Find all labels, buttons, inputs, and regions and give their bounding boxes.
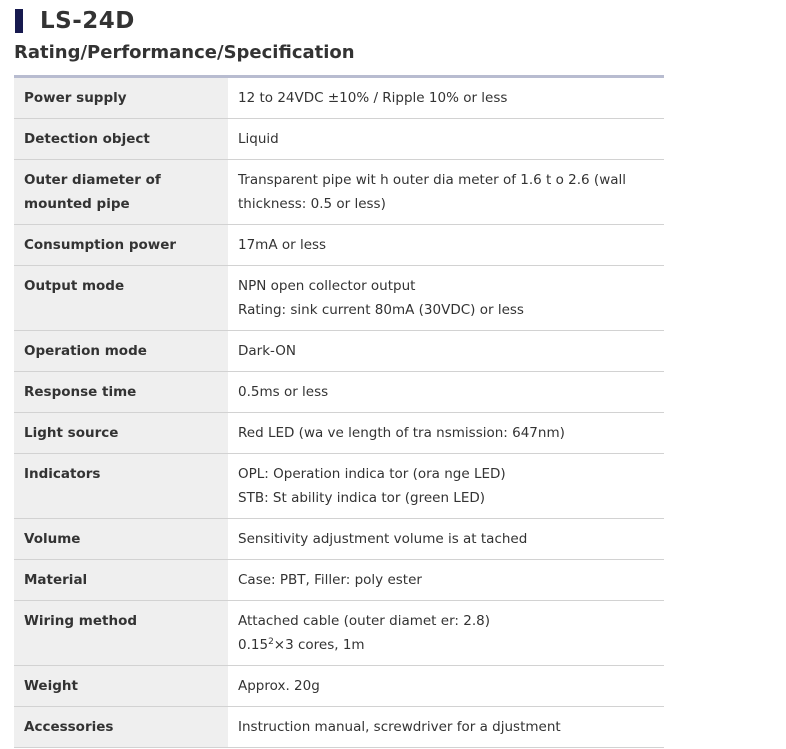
- row-label: Weight: [14, 666, 228, 707]
- section-heading: Rating/Performance/Specification: [14, 42, 355, 63]
- table-row: [14, 707, 664, 748]
- row-value-line: STB: St ability indica tor (green LED): [238, 490, 486, 506]
- row-value-line: 12 to 24VDC ±10% / Ripple 10% or less: [238, 90, 508, 106]
- page-title: LS-24D: [40, 8, 135, 34]
- cable-cores-value: ×3 cores, 1m: [273, 637, 365, 653]
- row-value-line: Transparent pipe wit h outer dia meter of 1.6 t o 2.6 (wall thickness: 0.5 or less): [238, 172, 627, 212]
- row-label: Consumption power: [14, 225, 228, 266]
- cable-size-value: 0.15: [238, 637, 269, 653]
- table-row: [14, 331, 664, 372]
- table-row: [14, 601, 664, 666]
- table-row: [14, 560, 664, 601]
- row-value-line: 17mA or less: [238, 237, 327, 253]
- row-value-line: Attached cable (outer diamet er: 2.8): [238, 613, 490, 629]
- row-value: [228, 666, 664, 707]
- table-row: [14, 266, 664, 331]
- cable-size-exponent: 2: [268, 637, 274, 647]
- row-label: Material: [14, 560, 228, 601]
- row-value-line: Approx. 20g: [238, 678, 320, 694]
- title-accent-bar: [15, 9, 23, 33]
- row-label: Output mode: [14, 266, 228, 331]
- row-label: Response time: [14, 372, 228, 413]
- row-value-line: Dark-ON: [238, 343, 297, 359]
- row-value: [228, 707, 664, 748]
- table-row: [14, 454, 664, 519]
- row-label: Wiring method: [14, 601, 228, 666]
- row-value: [228, 413, 664, 454]
- table-row: [14, 119, 664, 160]
- row-value: [228, 519, 664, 560]
- table-row: [14, 666, 664, 707]
- row-value-line: Instruction manual, screwdriver for a djustment: [238, 719, 561, 735]
- row-value: [228, 225, 664, 266]
- row-label: Light source: [14, 413, 228, 454]
- row-label: Outer diameter of mounted pipe: [14, 160, 228, 225]
- row-value: [228, 77, 664, 119]
- row-value: [228, 454, 664, 519]
- table-row: [14, 77, 664, 119]
- row-value-line: Rating: sink current 80mA (30VDC) or less: [238, 302, 524, 318]
- row-value-line: [238, 633, 654, 657]
- row-value-line: Case: PBT, Filler: poly ester: [238, 572, 422, 588]
- table-row: [14, 372, 664, 413]
- row-value-line: NPN open collector output: [238, 278, 416, 294]
- row-label: Detection object: [14, 119, 228, 160]
- row-value: [228, 601, 664, 666]
- row-value: [228, 160, 664, 225]
- row-value-line: OPL: Operation indica tor (ora nge LED): [238, 466, 506, 482]
- row-value-line: Red LED (wa ve length of tra nsmission: 647nm): [238, 425, 565, 441]
- row-label: Indicators: [14, 454, 228, 519]
- table-row: [14, 519, 664, 560]
- table-row: [14, 413, 664, 454]
- row-value: [228, 119, 664, 160]
- spec-table: [14, 75, 664, 748]
- page-title-block: [15, 6, 135, 36]
- table-row: [14, 160, 664, 225]
- row-value-line: Liquid: [238, 131, 279, 147]
- row-label: Power supply: [14, 77, 228, 119]
- row-value-line: Sensitivity adjustment volume is at tached: [238, 531, 528, 547]
- row-label: Operation mode: [14, 331, 228, 372]
- row-value-line: 0.5ms or less: [238, 384, 329, 400]
- row-value: [228, 266, 664, 331]
- row-value: [228, 372, 664, 413]
- row-label: Accessories: [14, 707, 228, 748]
- table-row: [14, 225, 664, 266]
- row-value: [228, 560, 664, 601]
- row-label: Volume: [14, 519, 228, 560]
- row-value: [228, 331, 664, 372]
